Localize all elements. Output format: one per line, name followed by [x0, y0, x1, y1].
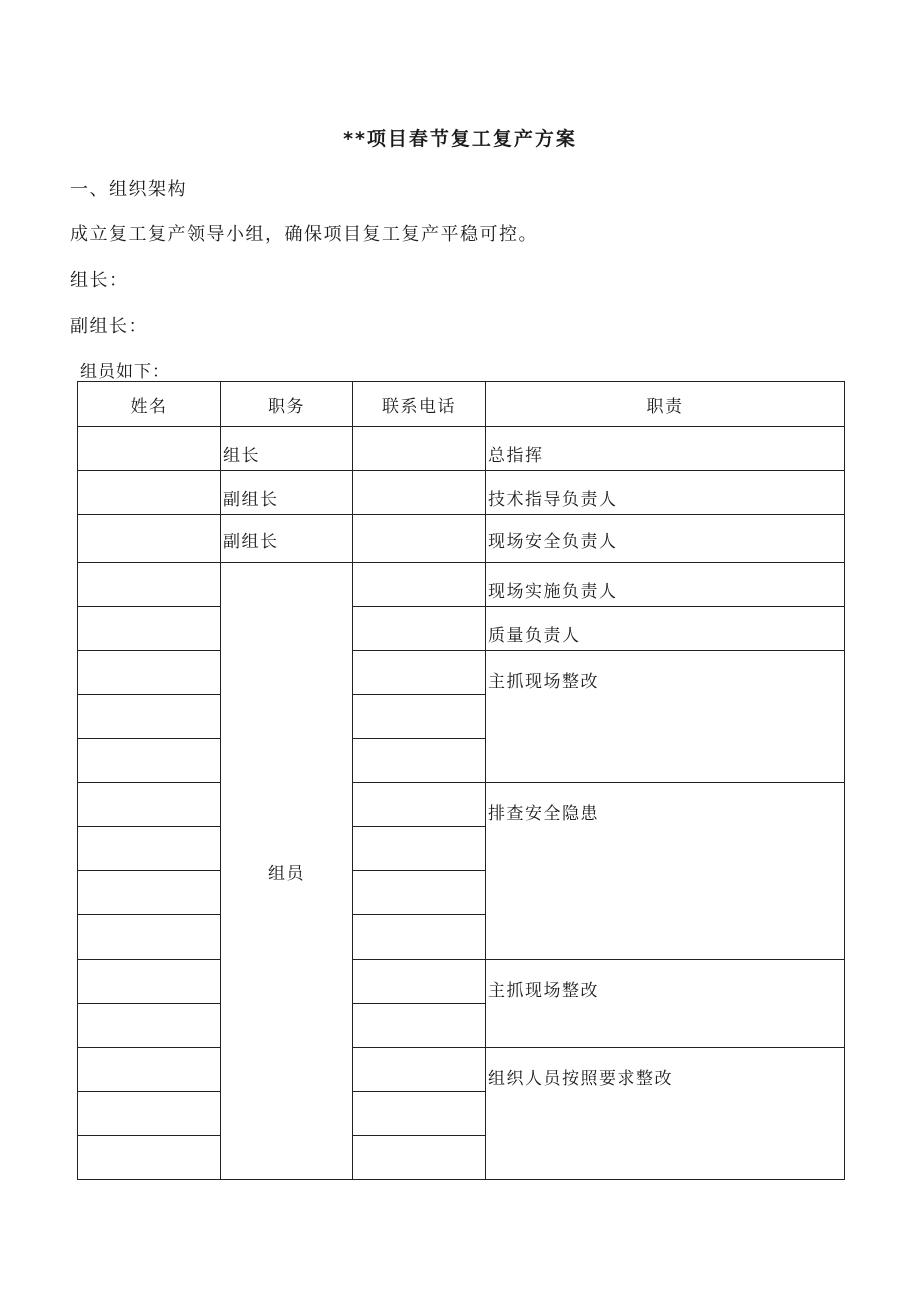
phone-cell	[353, 871, 486, 915]
header-phone: 联系电话	[353, 382, 486, 427]
name-cell	[78, 563, 221, 607]
phone-cell	[353, 915, 486, 960]
name-cell	[78, 783, 221, 827]
duty-cell: 现场实施负责人	[486, 563, 845, 607]
name-cell	[78, 960, 221, 1004]
name-cell	[78, 827, 221, 871]
name-cell	[78, 515, 221, 563]
table-row	[78, 427, 845, 471]
duty-cell: 组织人员按照要求整改	[486, 1048, 845, 1180]
phone-cell	[353, 471, 486, 515]
duty-cell: 技术指导负责人	[486, 471, 845, 515]
table-row	[78, 960, 845, 1004]
name-cell	[78, 739, 221, 783]
table-row	[78, 651, 845, 695]
name-cell	[78, 607, 221, 651]
duty-cell: 主抓现场整改	[486, 960, 845, 1048]
phone-cell	[353, 1048, 486, 1092]
header-duty: 职责	[486, 382, 845, 427]
table-row	[78, 783, 845, 827]
role-cell: 组长	[221, 427, 353, 471]
duty-cell: 质量负责人	[486, 607, 845, 651]
members-label: 组员如下：	[80, 362, 170, 382]
phone-cell	[353, 1136, 486, 1180]
deputy-line: 副组长：	[70, 316, 148, 337]
duty-cell: 排查安全隐患	[486, 783, 845, 960]
phone-cell	[353, 651, 486, 695]
member-role-cell: 组员	[221, 563, 353, 1180]
name-cell	[78, 695, 221, 739]
table-row	[78, 1048, 845, 1092]
duty-cell: 总指挥	[486, 427, 845, 471]
phone-cell	[353, 783, 486, 827]
name-cell	[78, 427, 221, 471]
name-cell	[78, 1136, 221, 1180]
table-row	[78, 471, 845, 515]
leader-line: 组长：	[70, 270, 129, 291]
table-row	[78, 607, 845, 651]
phone-cell	[353, 960, 486, 1004]
document-title: **项目春节复工复产方案	[343, 128, 577, 150]
phone-cell	[353, 427, 486, 471]
phone-cell	[353, 827, 486, 871]
header-name: 姓名	[78, 382, 221, 427]
table-row	[78, 515, 845, 563]
roster-table	[77, 381, 845, 1180]
role-cell: 副组长	[221, 515, 353, 563]
phone-cell	[353, 563, 486, 607]
phone-cell	[353, 695, 486, 739]
name-cell	[78, 1048, 221, 1092]
table-row	[78, 563, 845, 607]
duty-cell: 主抓现场整改	[486, 651, 845, 783]
duty-cell: 现场安全负责人	[486, 515, 845, 563]
section-heading-org: 一、组织架构	[70, 179, 187, 200]
table-header-row	[78, 382, 845, 427]
name-cell	[78, 871, 221, 915]
name-cell	[78, 915, 221, 960]
name-cell	[78, 1004, 221, 1048]
name-cell	[78, 651, 221, 695]
name-cell	[78, 471, 221, 515]
role-cell: 副组长	[221, 471, 353, 515]
header-role: 职务	[221, 382, 353, 427]
phone-cell	[353, 1092, 486, 1136]
intro-paragraph: 成立复工复产领导小组，确保项目复工复产平稳可控。	[70, 224, 538, 245]
name-cell	[78, 1092, 221, 1136]
phone-cell	[353, 607, 486, 651]
phone-cell	[353, 739, 486, 783]
phone-cell	[353, 1004, 486, 1048]
phone-cell	[353, 515, 486, 563]
